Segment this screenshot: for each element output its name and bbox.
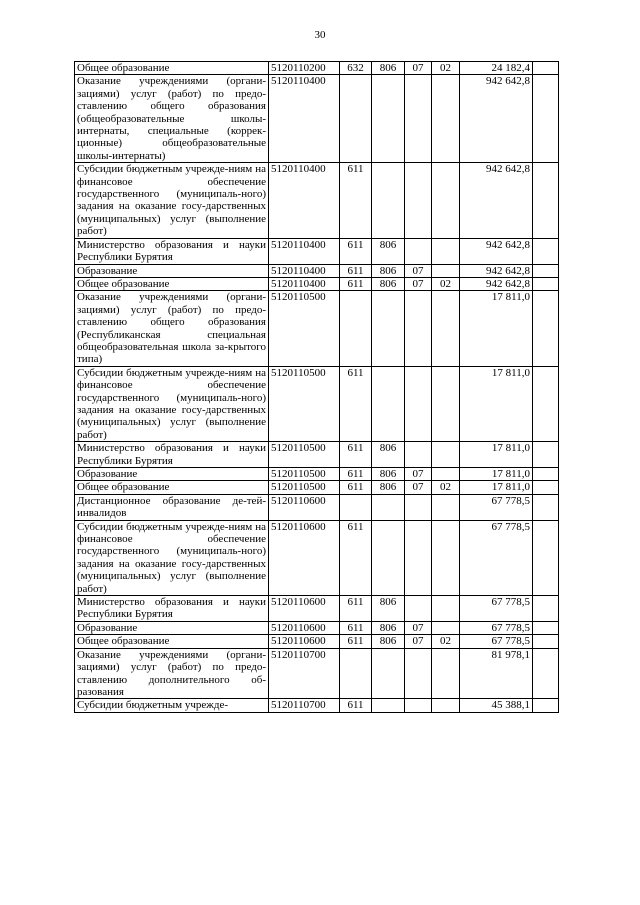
table-row [75,75,559,163]
cell-ministry-code: 806 [372,621,405,634]
cell-empty [533,366,559,441]
cell-target-code: 5120110700 [269,648,340,699]
cell-ministry-code: 806 [372,277,405,290]
cell-target-code: 5120110400 [269,277,340,290]
cell-name: Субсидии бюджетным учрежде-ниям на финансовое обеспечение государственного (муниципаль-ного) задания на оказание госу-дарственных (муниципальных) услуг (выполнение работ) [75,366,269,441]
cell-amount: 17 811,0 [460,291,533,366]
cell-subsection: 02 [432,481,460,494]
table-row [75,366,559,441]
cell-section [405,238,432,264]
cell-subsection [432,520,460,595]
cell-subsection: 02 [432,277,460,290]
cell-section: 07 [405,635,432,648]
cell-amount: 17 811,0 [460,468,533,481]
cell-target-code: 5120110500 [269,442,340,468]
table-row [75,264,559,277]
cell-section [405,648,432,699]
cell-target-code: 5120110600 [269,635,340,648]
cell-ministry-code: 806 [372,635,405,648]
cell-target-code: 5120110600 [269,621,340,634]
cell-section [405,520,432,595]
cell-ministry-code [372,366,405,441]
cell-amount: 45 388,1 [460,699,533,712]
cell-amount: 17 811,0 [460,481,533,494]
cell-name: Образование [75,468,269,481]
cell-empty [533,163,559,238]
table-row [75,238,559,264]
cell-subsection [432,75,460,163]
cell-empty [533,442,559,468]
budget-table [74,61,559,713]
cell-empty [533,468,559,481]
cell-subsection [432,621,460,634]
table-row [75,481,559,494]
cell-ministry-code [372,291,405,366]
cell-amount: 942 642,8 [460,75,533,163]
table-row [75,291,559,366]
cell-empty [533,621,559,634]
cell-ministry-code: 806 [372,62,405,75]
cell-expense-type: 611 [340,238,372,264]
cell-amount: 942 642,8 [460,264,533,277]
cell-ministry-code [372,520,405,595]
cell-subsection [432,442,460,468]
cell-expense-type: 611 [340,163,372,238]
cell-expense-type: 611 [340,264,372,277]
cell-name: Общее образование [75,481,269,494]
cell-amount: 942 642,8 [460,163,533,238]
cell-section: 07 [405,264,432,277]
cell-name: Министерство образования и науки Республики Бурятия [75,596,269,622]
cell-ministry-code [372,75,405,163]
cell-name: Общее образование [75,277,269,290]
cell-amount: 17 811,0 [460,442,533,468]
cell-target-code: 5120110600 [269,520,340,595]
cell-section: 07 [405,277,432,290]
cell-target-code: 5120110400 [269,163,340,238]
cell-amount: 942 642,8 [460,238,533,264]
cell-target-code: 5120110400 [269,264,340,277]
cell-target-code: 5120110500 [269,468,340,481]
table-row [75,468,559,481]
cell-amount: 24 182,4 [460,62,533,75]
cell-ministry-code: 806 [372,442,405,468]
cell-ministry-code: 806 [372,468,405,481]
cell-subsection [432,163,460,238]
cell-expense-type: 632 [340,62,372,75]
cell-expense-type [340,291,372,366]
cell-expense-type: 611 [340,635,372,648]
cell-expense-type: 611 [340,481,372,494]
table-row [75,621,559,634]
cell-section: 07 [405,62,432,75]
table-row [75,62,559,75]
table-row [75,699,559,712]
cell-name: Оказание учреждениями (органи-зациями) услуг (работ) по предо-ставлению дополнительного об-разования [75,648,269,699]
cell-section [405,366,432,441]
cell-ministry-code [372,699,405,712]
cell-target-code: 5120110400 [269,238,340,264]
cell-section [405,442,432,468]
cell-ministry-code: 806 [372,481,405,494]
cell-ministry-code: 806 [372,596,405,622]
cell-ministry-code: 806 [372,264,405,277]
cell-expense-type [340,75,372,163]
cell-name: Оказание учреждениями (органи-зациями) услуг (работ) по предо-ставлению общего образования (Республиканская специальная общеобразовательная школа за-крытого типа) [75,291,269,366]
cell-section [405,291,432,366]
cell-target-code: 5120110700 [269,699,340,712]
cell-expense-type: 611 [340,468,372,481]
cell-name: Общее образование [75,635,269,648]
cell-subsection [432,366,460,441]
cell-expense-type: 611 [340,699,372,712]
cell-ministry-code [372,494,405,520]
cell-target-code: 5120110400 [269,75,340,163]
table-row [75,494,559,520]
cell-amount: 942 642,8 [460,277,533,290]
cell-empty [533,277,559,290]
cell-target-code: 5120110200 [269,62,340,75]
cell-empty [533,291,559,366]
cell-name: Субсидии бюджетным учрежде-ниям на финансовое обеспечение государственного (муниципаль-ного) задания на оказание госу-дарственных (муниципальных) услуг (выполнение работ) [75,520,269,595]
cell-subsection [432,648,460,699]
cell-target-code: 5120110600 [269,494,340,520]
cell-empty [533,520,559,595]
cell-subsection [432,238,460,264]
cell-name: Субсидии бюджетным учрежде- [75,699,269,712]
cell-empty [533,264,559,277]
table-row [75,596,559,622]
cell-section: 07 [405,621,432,634]
cell-name: Образование [75,264,269,277]
cell-amount: 81 978,1 [460,648,533,699]
cell-name: Министерство образования и науки Республики Бурятия [75,238,269,264]
cell-expense-type [340,648,372,699]
cell-empty [533,62,559,75]
cell-expense-type: 611 [340,621,372,634]
table-row [75,442,559,468]
cell-target-code: 5120110500 [269,366,340,441]
cell-name: Общее образование [75,62,269,75]
cell-subsection [432,699,460,712]
cell-subsection: 02 [432,635,460,648]
cell-expense-type: 611 [340,520,372,595]
cell-expense-type: 611 [340,596,372,622]
cell-empty [533,494,559,520]
cell-empty [533,75,559,163]
cell-empty [533,635,559,648]
cell-target-code: 5120110500 [269,291,340,366]
cell-name: Дистанционное образование де-тей-инвалидов [75,494,269,520]
table-body [75,62,559,713]
cell-empty [533,238,559,264]
cell-name: Субсидии бюджетным учрежде-ниям на финансовое обеспечение государственного (муниципаль-ного) задания на оказание госу-дарственных (муниципальных) услуг (выполнение работ) [75,163,269,238]
table-row [75,277,559,290]
cell-subsection: 02 [432,62,460,75]
cell-section [405,596,432,622]
cell-section [405,699,432,712]
cell-name: Оказание учреждениями (органи-зациями) услуг (работ) по предо-ставлению общего образования (общеобразовательные школы-интернаты, специальные (коррек-ционные) общеобразовательные школы-интернаты) [75,75,269,163]
cell-ministry-code [372,163,405,238]
cell-subsection [432,264,460,277]
cell-section: 07 [405,468,432,481]
cell-target-code: 5120110500 [269,481,340,494]
cell-expense-type: 611 [340,366,372,441]
cell-section [405,494,432,520]
table-row [75,520,559,595]
cell-amount: 67 778,5 [460,596,533,622]
cell-amount: 67 778,5 [460,520,533,595]
cell-section: 07 [405,481,432,494]
cell-empty [533,699,559,712]
table-row [75,648,559,699]
cell-subsection [432,468,460,481]
cell-empty [533,648,559,699]
cell-expense-type: 611 [340,442,372,468]
cell-section [405,163,432,238]
cell-name: Образование [75,621,269,634]
page-number: 30 [314,29,326,41]
cell-amount: 67 778,5 [460,621,533,634]
cell-ministry-code [372,648,405,699]
cell-section [405,75,432,163]
cell-target-code: 5120110600 [269,596,340,622]
cell-amount: 67 778,5 [460,494,533,520]
cell-name: Министерство образования и науки Республики Бурятия [75,442,269,468]
cell-subsection [432,291,460,366]
cell-ministry-code: 806 [372,238,405,264]
cell-subsection [432,596,460,622]
cell-amount: 17 811,0 [460,366,533,441]
cell-subsection [432,494,460,520]
cell-expense-type: 611 [340,277,372,290]
cell-expense-type [340,494,372,520]
table-row [75,635,559,648]
cell-empty [533,596,559,622]
cell-amount: 67 778,5 [460,635,533,648]
table-row [75,163,559,238]
cell-empty [533,481,559,494]
